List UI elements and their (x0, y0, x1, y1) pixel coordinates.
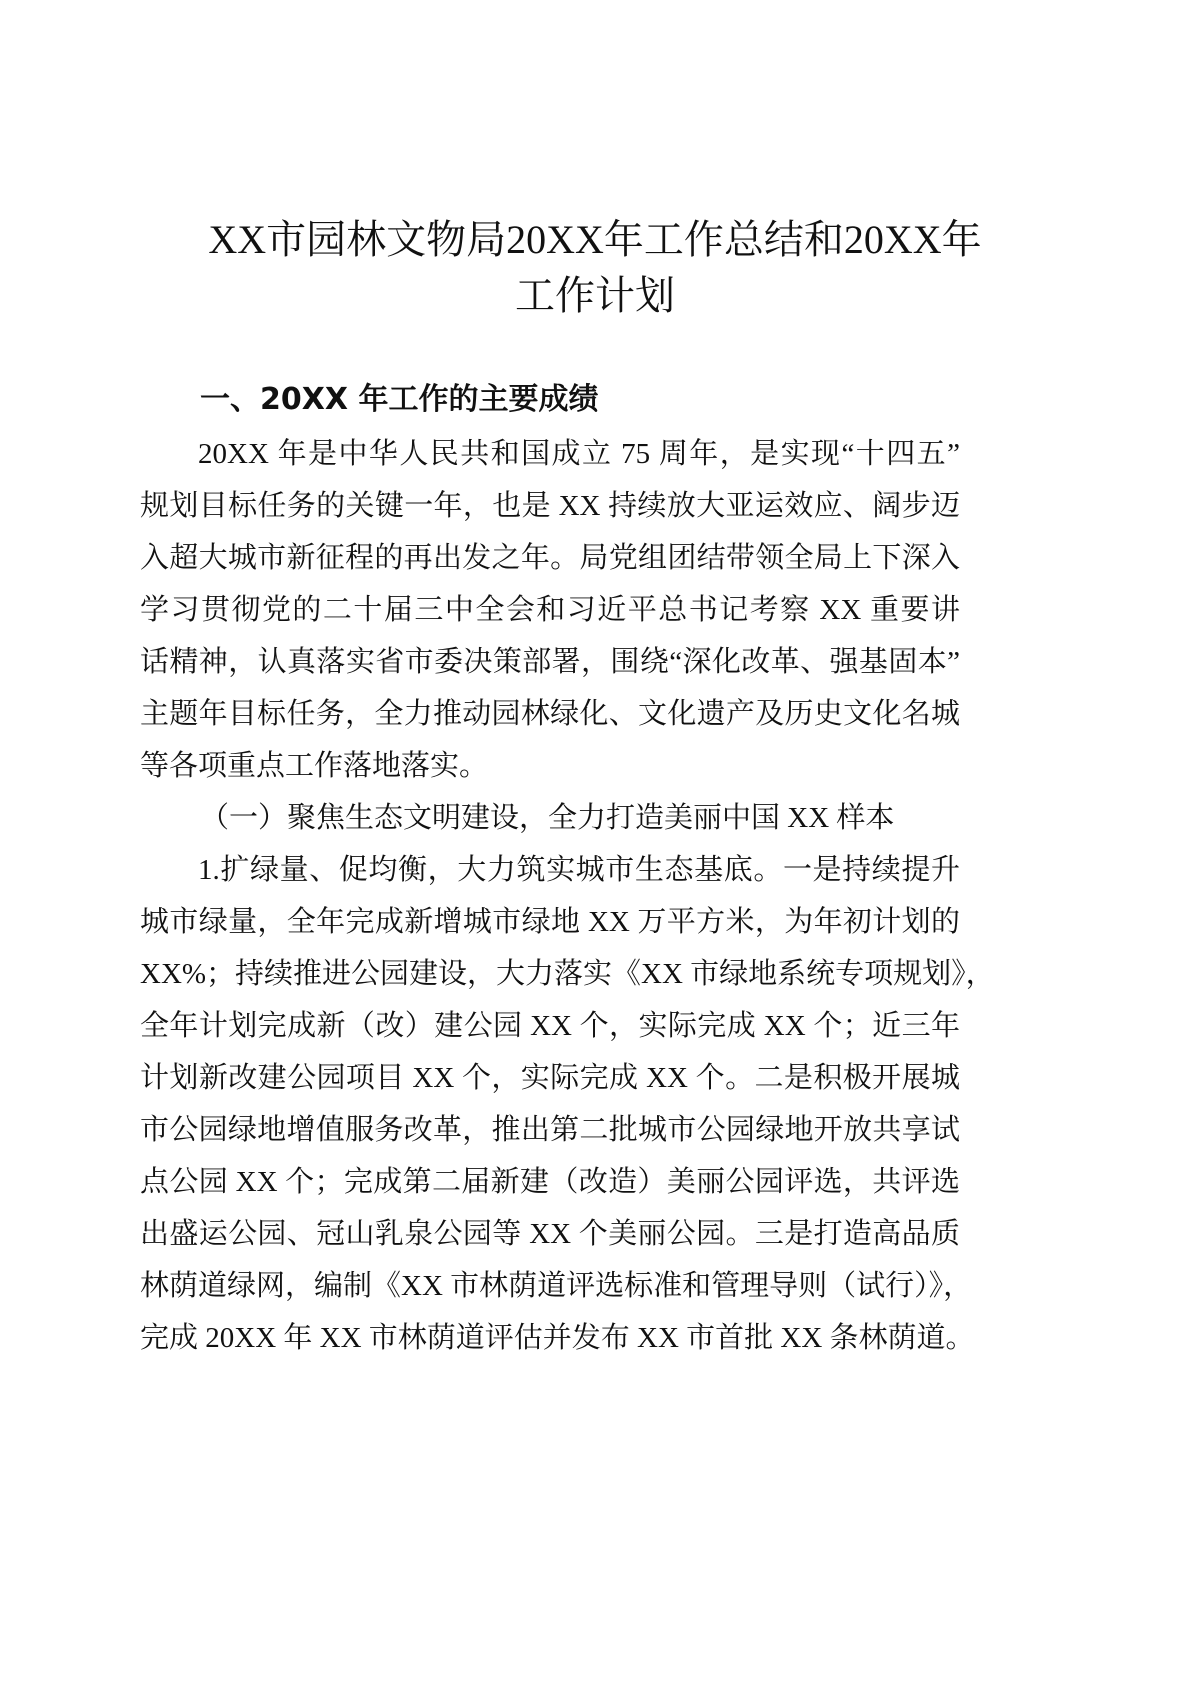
subsection-heading: （一）聚焦生态文明建设，全力打造美丽中国 XX 样本 (200, 802, 895, 834)
paragraph-line: 20XX 年是中华人民共和国成立 75 周年，是实现“十四五” (198, 438, 960, 470)
title-line: 工作计划 (515, 273, 675, 318)
paragraph-line: 出盛运公园、冠山乳泉公园等 XX 个美丽公园。三是打造高品质 (140, 1218, 960, 1250)
paragraph-line: 规划目标任务的关键一年，也是 XX 持续放大亚运效应、阔步迈 (140, 490, 960, 522)
title-line: XX市园林文物局20XX年工作总结和20XX年 (208, 217, 982, 262)
section-heading: 一、20XX 年工作的主要成绩 (200, 382, 599, 417)
paragraph-line: 全年计划完成新（改）建公园 XX 个，实际完成 XX 个；近三年 (140, 1010, 960, 1042)
paragraph-line: 城市绿量，全年完成新增城市绿地 XX 万平方米，为年初计划的 (140, 906, 960, 938)
paragraph-line: 计划新改建公园项目 XX 个，实际完成 XX 个。二是积极开展城 (140, 1062, 960, 1094)
intro-paragraph (140, 428, 960, 792)
document-body (140, 428, 995, 1364)
paragraph-line: 主题年目标任务，全力推动园林绿化、文化遗产及历史文化名城 (140, 698, 960, 730)
paragraph-line: 1.扩绿量、促均衡，大力筑实城市生态基底。一是持续提升 (198, 854, 960, 886)
document-title (120, 212, 1070, 324)
paragraph-line: 点公园 XX 个；完成第二届新建（改造）美丽公园评选，共评选 (140, 1166, 960, 1198)
paragraph-line: 等各项重点工作落地落实。 (140, 750, 489, 782)
item1-paragraph (140, 844, 995, 1364)
paragraph-line: 完成 20XX 年 XX 市林荫道评估并发布 XX 市首批 XX 条林荫道。 (140, 1322, 975, 1354)
paragraph-line: XX%；持续推进公园建设，大力落实《XX 市绿地系统专项规划》， (140, 958, 995, 990)
paragraph-line: 学习贯彻党的二十届三中全会和习近平总书记考察 XX 重要讲 (140, 594, 960, 626)
paragraph-line: 林荫道绿网，编制《XX 市林荫道评选标准和管理导则（试行）》， (140, 1270, 973, 1302)
paragraph-line: 市公园绿地增值服务改革，推出第二批城市公园绿地开放共享试 (140, 1114, 960, 1146)
paragraph-line: 入超大城市新征程的再出发之年。局党组团结带领全局上下深入 (140, 542, 960, 574)
paragraph-line: 话精神，认真落实省市委决策部署，围绕“深化改革、强基固本” (140, 646, 960, 678)
